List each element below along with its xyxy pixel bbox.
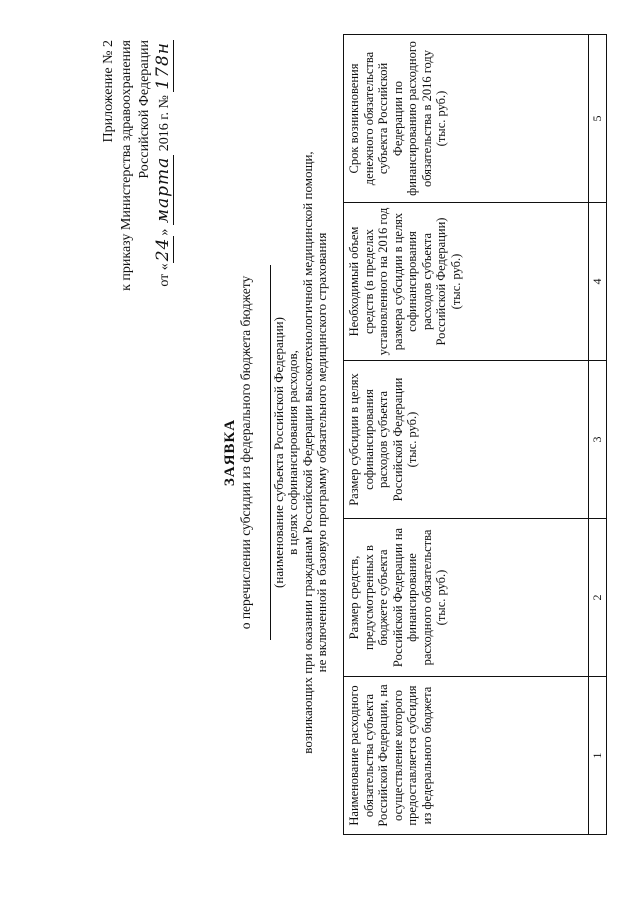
order-reference: к приказу Министерства здравоохранения xyxy=(119,40,134,291)
purpose-line: в целях софинансирования расходов, xyxy=(285,350,300,555)
handwritten-day: 24 xyxy=(153,237,173,262)
column-header: Размер субсидии в целях софинансирования расходов субъекта Российской Федерации (тыс. руб.) xyxy=(344,361,589,519)
year-text: 2016 г. № xyxy=(157,95,172,152)
table-header-row xyxy=(344,35,589,835)
column-number: 1 xyxy=(589,677,607,835)
column-header: Размер средств, предусмотренных в бюджете субъекта Российской Федерации на финансирование расходного обязательства (тыс. руб.) xyxy=(344,519,589,677)
handwritten-order-number: 178н xyxy=(153,42,173,90)
ministry-country: Российской Федерации xyxy=(137,40,152,179)
date-prefix: от « xyxy=(157,263,172,287)
document-title: ЗАЯВКА xyxy=(222,418,238,487)
order-date-line xyxy=(154,40,174,360)
column-number: 5 xyxy=(589,35,607,203)
table-number-row xyxy=(589,35,607,835)
column-header: Необходимый объем средств (в пределах установленного на 2016 год размера субсидии в целях софинансирования расходов субъекта Российской Федерации) (тыс. руб.) xyxy=(344,203,589,361)
subject-caption: (наименование субъекта Российской Федерации) xyxy=(271,317,286,588)
purpose-line: не включенной в базовую программу обязательного медицинского страхования xyxy=(314,232,329,673)
attachment-header xyxy=(100,40,174,360)
column-number: 2 xyxy=(589,519,607,677)
column-header: Срок возникновения денежного обязательства субъекта Российской Федерации по финансированию расходного обязательства в 2016 году (тыс. руб.) xyxy=(344,35,589,203)
purpose-line: возникающих при оказании гражданам Российской Федерации высокотехнологичной медицинской помощи, xyxy=(299,151,315,754)
handwritten-month: марта xyxy=(153,156,173,224)
request-table xyxy=(343,34,607,835)
column-number: 3 xyxy=(589,361,607,519)
attachment-number: Приложение № 2 xyxy=(101,40,116,143)
column-number: 4 xyxy=(589,203,607,361)
purpose-text xyxy=(286,0,330,905)
date-mid: » xyxy=(157,228,172,236)
document-subtitle: о перечислении субсидии из федерального бюджета бюджету xyxy=(238,275,253,630)
column-header: Наименование расходного обязательства субъекта Российской Федерации, на осуществление которого предоставляется субсидия из федерального бюджета xyxy=(344,677,589,835)
